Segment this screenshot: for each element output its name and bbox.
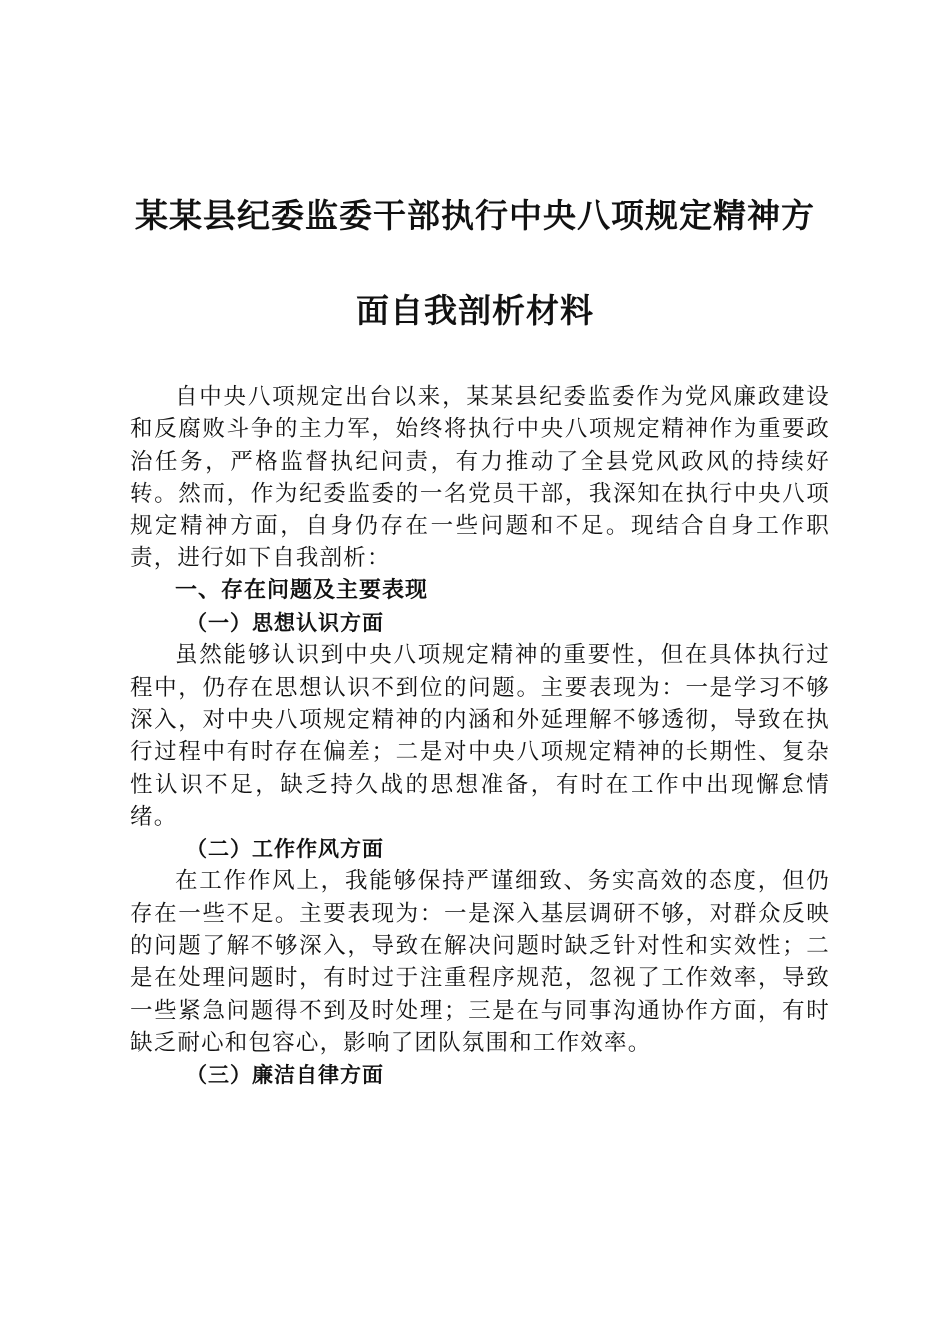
intro-paragraph: 自中央八项规定出台以来，某某县纪委监委作为党风廉政建设和反腐败斗争的主力军，始终将执行中央八项规定精神作为重要政治任务，严格监督执纪问责，有力推动了全县党风政风的持续好转。然而，作为纪委监委的一名党员干部，我深知在执行中央八项规定精神方面，自身仍存在一些问题和不足。现结合自身工作职责，进行如下自我剖析： xyxy=(130,384,830,572)
subsection1-paragraph: 虽然能够认识到中央八项规定精神的重要性，但在具体执行过程中，仍存在思想认识不到位的问题。主要表现为：一是学习不够深入，对中央八项规定精神的内涵和外延理解不够透彻，导致在执行过程中有时存在偏差；二是对中央八项规定精神的长期性、复杂性认识不足，缺乏持久战的思想准备，有时在工作中出现懈怠情绪。 xyxy=(130,642,830,830)
document-title-line2: 面自我剖析材料 xyxy=(356,291,594,330)
document-title-line1: 某某县纪委监委干部执行中央八项规定精神方 xyxy=(135,196,815,235)
document-body xyxy=(130,381,830,1092)
subsection2-heading: （二）工作作风方面 xyxy=(186,836,384,862)
subsection2-paragraph: 在工作作风上，我能够保持严谨细致、务实高效的态度，但仍存在一些不足。主要表现为：一是深入基层调研不够，对群众反映的问题了解不够深入，导致在解决问题时缺乏针对性和实效性；二是在处理问题时，有时过于注重程序规范，忽视了工作效率，导致一些紧急问题得不到及时处理；三是在与同事沟通协作方面，有时缺乏耐心和包容心，影响了团队氛围和工作效率。 xyxy=(130,868,830,1056)
subsection1-heading: （一）思想认识方面 xyxy=(186,610,384,636)
subsection3-heading: （三）廉洁自律方面 xyxy=(186,1062,384,1088)
section1-heading: 一、存在问题及主要表现 xyxy=(175,577,429,603)
